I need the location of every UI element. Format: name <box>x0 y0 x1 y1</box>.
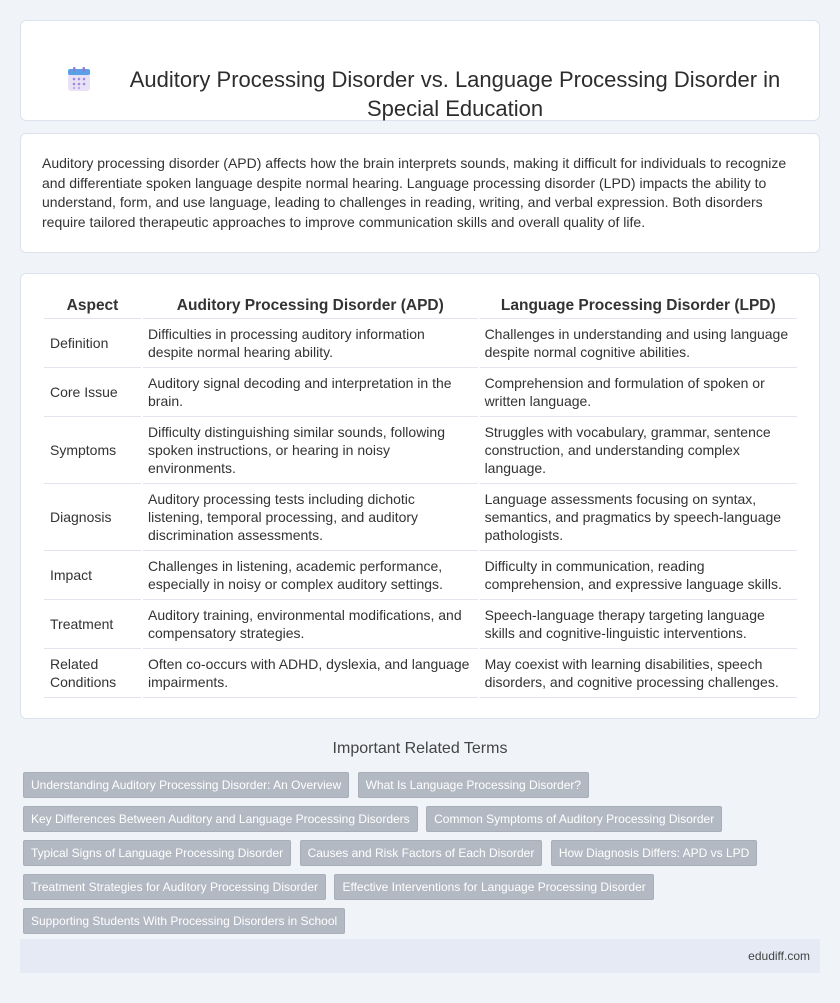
row-apd: Difficulty distinguishing similar sounds, following spoken instructions, or hearing in noisy environments. <box>143 417 478 484</box>
footer <box>20 939 820 973</box>
row-aspect: Treatment <box>44 600 141 649</box>
row-lpd: Speech-language therapy targeting language skills and cognitive-linguistic interventions. <box>480 600 797 649</box>
related-term-link[interactable]: Key Differences Between Auditory and Language Processing Disorders <box>23 806 418 832</box>
table-header-row <box>44 293 797 319</box>
row-aspect: Symptoms <box>44 417 141 484</box>
row-aspect: Impact <box>44 551 141 600</box>
row-apd: Auditory signal decoding and interpretation in the brain. <box>143 368 478 417</box>
row-lpd: Difficulty in communication, reading comprehension, and expressive language skills. <box>480 551 797 600</box>
row-lpd: May coexist with learning disabilities, speech disorders, and cognitive processing challenges. <box>480 649 797 698</box>
comparison-card <box>20 273 820 719</box>
title-card <box>20 20 820 121</box>
related-term-link[interactable]: What Is Language Processing Disorder? <box>358 772 589 798</box>
table-row <box>44 600 797 649</box>
table-row <box>44 649 797 698</box>
row-lpd: Challenges in understanding and using language despite normal cognitive abilities. <box>480 319 797 368</box>
table-row <box>44 368 797 417</box>
row-aspect: Diagnosis <box>44 484 141 551</box>
row-apd: Auditory training, environmental modifications, and compensatory strategies. <box>143 600 478 649</box>
header-lpd: Language Processing Disorder (LPD) <box>480 293 797 319</box>
table-row <box>44 319 797 368</box>
table-row <box>44 484 797 551</box>
table-row <box>44 551 797 600</box>
header-aspect: Aspect <box>44 293 141 319</box>
related-term-link[interactable]: Typical Signs of Language Processing Disorder <box>23 840 291 866</box>
row-apd: Often co-occurs with ADHD, dyslexia, and language impairments. <box>143 649 478 698</box>
footer-site[interactable]: edudiff.com <box>748 949 810 963</box>
row-apd: Challenges in listening, academic performance, especially in noisy or complex auditory settings. <box>143 551 478 600</box>
related-term-link[interactable]: Understanding Auditory Processing Disorder: An Overview <box>23 772 349 798</box>
related-terms-heading: Important Related Terms <box>332 740 508 757</box>
row-lpd: Comprehension and formulation of spoken or written language. <box>480 368 797 417</box>
row-apd: Difficulties in processing auditory information despite normal hearing ability. <box>143 319 478 368</box>
comparison-table <box>42 293 799 698</box>
table-row <box>44 417 797 484</box>
header-apd: Auditory Processing Disorder (APD) <box>143 293 478 319</box>
related-term-link[interactable]: How Diagnosis Differs: APD vs LPD <box>551 840 758 866</box>
calendar-icon <box>67 66 91 92</box>
intro-card <box>20 133 820 253</box>
related-term-link[interactable]: Causes and Risk Factors of Each Disorder <box>300 840 543 866</box>
row-aspect: Related Conditions <box>44 649 141 698</box>
related-term-link[interactable]: Effective Interventions for Language Processing Disorder <box>334 874 653 900</box>
related-terms-list <box>23 772 803 942</box>
row-aspect: Core Issue <box>44 368 141 417</box>
related-term-link[interactable]: Supporting Students With Processing Disorders in School <box>23 908 345 934</box>
row-apd: Auditory processing tests including dichotic listening, temporal processing, and auditory discrimination assessments. <box>143 484 478 551</box>
row-aspect: Definition <box>44 319 141 368</box>
row-lpd: Language assessments focusing on syntax, semantics, and pragmatics by speech-language pathologists. <box>480 484 797 551</box>
related-term-link[interactable]: Treatment Strategies for Auditory Processing Disorder <box>23 874 326 900</box>
intro-text: Auditory processing disorder (APD) affects how the brain interprets sounds, making it difficult for individuals to recognize and differentiate spoken language despite normal hearing. Language processing disorder (LPD) impacts the ability to understand, form, and use language, leading to challenges in reading, writing, and verbal expression. Both disorders require tailored therapeutic approaches to improve communication skills and overall quality of life. <box>42 155 787 230</box>
related-term-link[interactable]: Common Symptoms of Auditory Processing Disorder <box>426 806 722 832</box>
page-title: Auditory Processing Disorder vs. Language Processing Disorder in Special Education <box>129 67 781 121</box>
row-lpd: Struggles with vocabulary, grammar, sentence construction, and understanding complex language. <box>480 417 797 484</box>
